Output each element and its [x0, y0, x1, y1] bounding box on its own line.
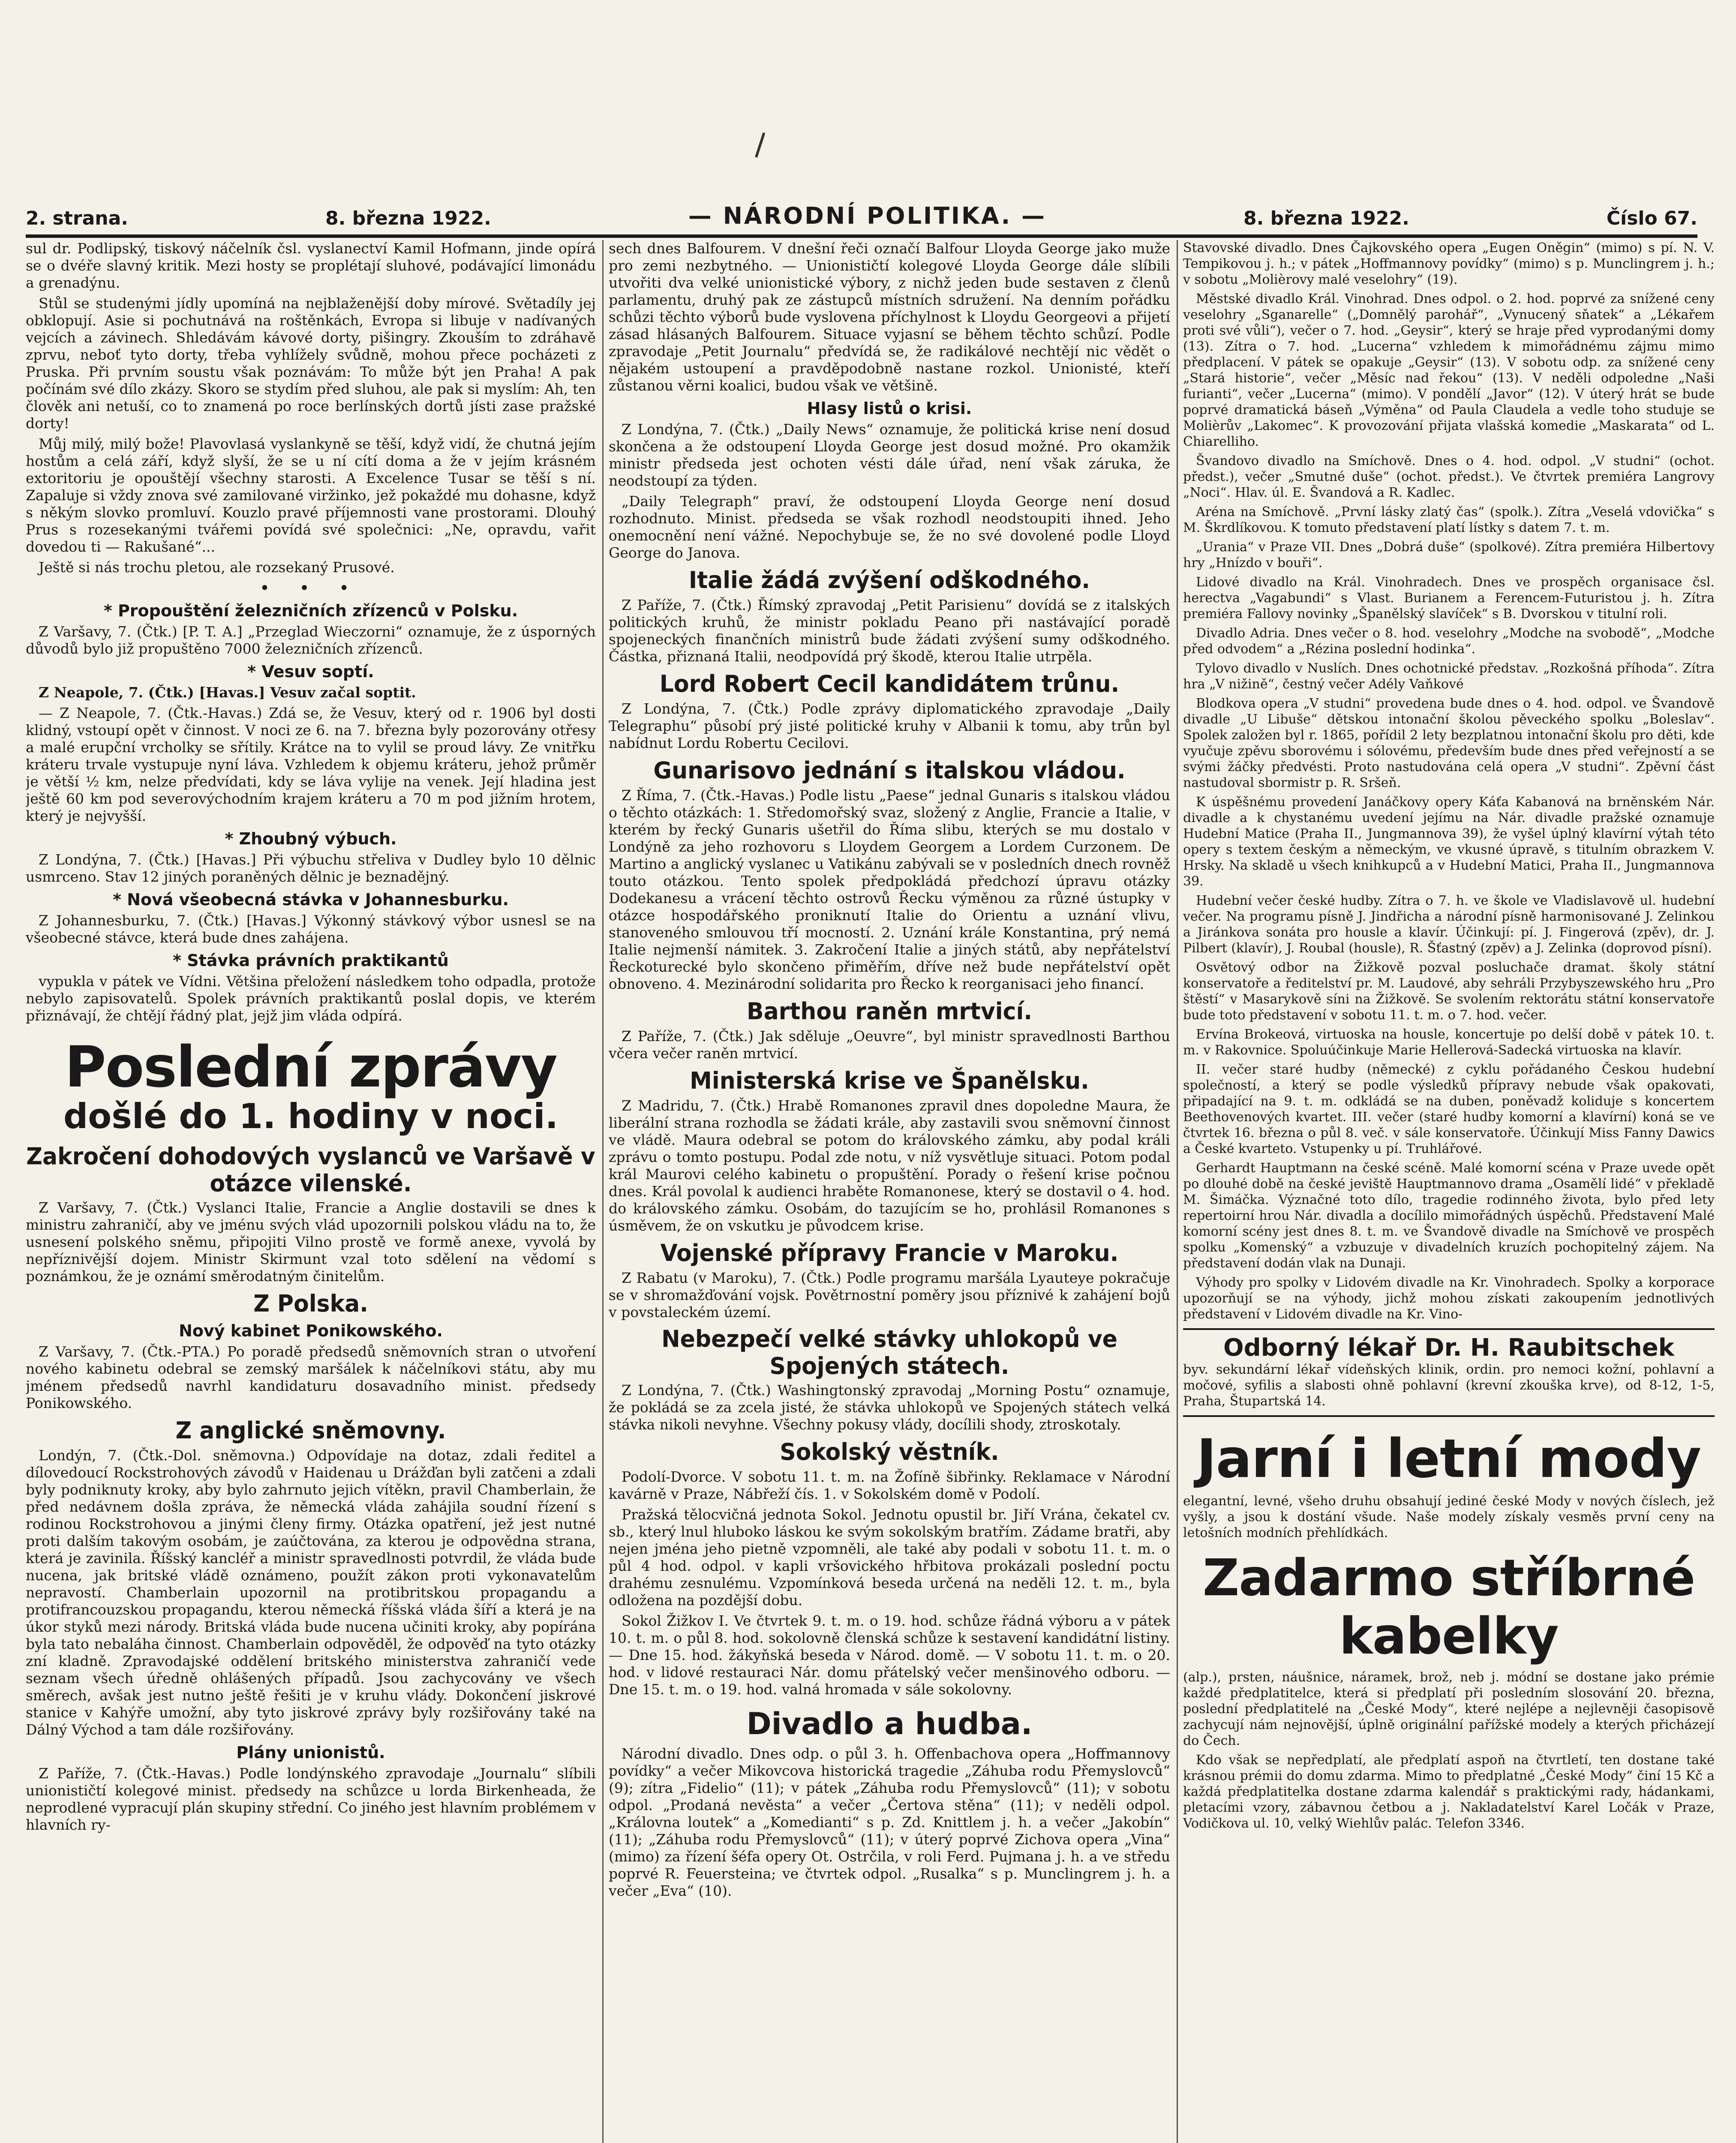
ad-text: Kdo však se nepředplatí, ale předplatí aspoň na čtvrtletí, ten dostane také krásnou prémii do domu zdarma. Mimo to předplatné „České Mody“ činí 15 Kč a každá předplatitelka dostane zdarma kalendář s praktickými rady, hádankami, pletacími vzory, zábavnou četbou a j. Nakladatelství Karel Ločák v Praze, Vodičkova ul. 10, velký Wiehlův palác. Telefon 3346. [1183, 1753, 1715, 1831]
ad-heading: Zadarmo stříbrné kabelky [1202, 1548, 1695, 1666]
news-text: Z Londýna, 7. (Čtk.) Washingtonský zpravodaj „Morning Postu“ oznamuje, že pokládá se za zcela jisté, že stávka uhlokopů ve Spojených státech velká stávka nikoli nevyhne. Všechny pokusy vlády, docílili shody, ztroskotaly. [609, 1382, 1170, 1433]
theatre-text: Lidové divadlo na Král. Vinohradech. Dnes ve prospěch organisace čsl. herectva „Vagabundi“ s Vlast. Burianem a Ferencem-Futuristou j. h. Zítra premiéra Fallovy novinky „Španělský slavíček“ s B. Dvorskou v titulní roli. [1183, 575, 1715, 621]
news-text: Z Varšavy, 7. (Čtk.) [P. T. A.] „Przeglad Wieczorni“ oznamuje, že z úsporných důvodů bylo již propuštěno 7000 železničních zřízenců. [26, 623, 596, 657]
theatre-text: Gerhardt Hauptmann na české scéně. Malé komorní scéna v Praze uvede opět po dlouhé době na české jeviště Hauptmannovo drama „Osamělí lidé“ v překladě M. Šimáčka. Význačné toto dílo, tragedie rodinného života, bylo před lety repertoirní hrou Nár. divadla a docílilo mimořádných úspěchů. Představení Malé komorní scény jest dnes 8. t. m. ve Švandově divadle na Smíchově ve prospěch spolku „Komenský“ a vzbuzuje v divadelních kruzích pochopitelný zájem. Na představení dodán vlak na Dunaji. [1183, 1161, 1715, 1271]
column-rule-1 [602, 240, 604, 2143]
article-text: sul dr. Podlipský, tiskový náčelník čsl. vyslanectví Kamil Hofmann, jinde opírá se o dvéře slavný kritik. Mezi hosty se proplétají sluhové, podávající limonádu a grenadýnu. [26, 240, 596, 291]
theatre-text: Švandovo divadlo na Smíchově. Dnes o 4. hod. odpol. „V studni“ (ochot. předst.), večer „Smutné duše“ (ochot. předst.). Ve čtvrtek premiéra Langrovy „Noci“. Hlav. úl. E. Švandová a R. Kadlec. [1183, 453, 1715, 500]
latest-news-heading: Poslední zprávy [64, 1034, 557, 1100]
section-subheading: Plány unionistů. [236, 1743, 385, 1762]
news-text: Z Londýna, 7. (Čtk.) „Daily News“ oznamuje, že politická krise není dosud skončena a že odstoupení Lloyda George jest dosud možné. Pro okamžik ministr předseda jest ochoten vésti dále úřad, není však záruka, že neodstoupí za týden. [609, 421, 1170, 489]
news-text: Z Londýna, 7. (Čtk.) Podle zprávy diplomatického zpravodaje „Daily Telegraphu“ působí prý jisté politické kruhy v Albanii k tomu, aby trůn byl nabídnut Lordu Robertu Cecilovi. [609, 700, 1170, 751]
date-left: 8. března 1922. [325, 207, 491, 229]
news-text: Z Madridu, 7. (Čtk.) Hrabě Romanones zpravil dnes dopoledne Maura, že liberální strana rozhodla se žádati krále, aby zastavili svou sněmovní činnost ve vládě. Maura odebral se potom do královského zámku, aby podal králi zprávu o tomto postupu. Podal zde notu, v níž vysvětluje situaci. Potom podal král Maurovi celého kabinetu o propuštění. Porady o řešení krise počnou dnes. Král povolal k audienci hraběte Romanonese, který se dostavil o 4. hod. do královského zámku. Osobám, do tazujícím se ho, prohlásil Romanones s úsměvem, že on vskutku je původcem krise. [609, 1097, 1170, 1234]
date-right: 8. března 1922. [1243, 207, 1409, 229]
issue-number: Číslo 67. [1606, 207, 1697, 229]
news-heading: * Propouštění železničních zřízenců v Polsku. [103, 601, 518, 620]
theatre-text: „Urania“ v Praze VII. Dnes „Dobrá duše“ (spolkové). Zítra premiéra Hilbertovy hry „Hnízdo v bouři“. [1183, 540, 1715, 570]
news-text: Z Varšavy, 7. (Čtk.-PTA.) Po poradě předsedů sněmovních stran o utvoření nového kabinetu odebral se zemský maršálek k náčelníkovi státu, aby mu jménem předsedů navrhl kandidaturu dosavadního minist. předsedy Ponikowského. [26, 1343, 596, 1411]
column-2 [609, 240, 1170, 2143]
news-text: Z Paříže, 7. (Čtk.) Jak sděluje „Oeuvre“, byl ministr spravedlnosti Barthou včera večer raněn mrtvicí. [609, 1028, 1170, 1062]
news-text: Z Říma, 7. (Čtk.-Havas.) Podle listu „Paese“ jednal Gunaris s italskou vládou o těchto otázkách: 1. Středomořský svaz, složený z Anglie, Francie a Italie, v kterém by řecký Gunaris ušetřil do Říma slibu, kterých se mu dostalo v Londýně za jeho rozhovoru s Lloydem Georgem a Lordem Curzonem. De Martino a anglický vyslanec u Vatikánu zabývali se v posledních dnech rovněž touto otázkou. Tento spolek předpokládá předchozí úpravu otázky Dodekanesu a vrácení těchto ostrovů Řecku výměnou za různé ústupky v otázce hospodářského proniknutí Italie do Orientu a uznání vlivu, stanoveného smlouvou tří mocností. 2. Uznání krále Konstantina, prý nemá Italie nejmenší námitek. 3. Zakročení Italie a jiných států, aby nepřátelství Řeckoturecké bylo skončeno přiměřím, dříve než bude nepřátelství opět obnoveno. 4. Mezinárodní solidarita pro Řecko k reorganisaci jeho financí. [609, 787, 1170, 992]
section-heading: Sokolský věstník. [780, 1438, 999, 1466]
section-heading: Barthou raněn mrtvicí. [746, 998, 1033, 1025]
news-text: Národní divadlo. Dnes odp. o půl 3. h. Offenbachova opera „Hoffmannovy povídky“ a večer Mikovcova historická tragedie „Záhuba rodu Přemyslovců“ (9); zítra „Fidelio“ (11); v pátek „Záhuba rodu Přemyslovců“ (11); v sobotu odpol. „Prodaná nevěsta“ a večer „Čertova stěna“ (11); v neděli odpol. „Královna loutek“ a „Komedianti“ s p. Zd. Knittlem j. h. a večer „Jakobín“ (11); „Záhuba rodu Přemyslovců“ (11); v úterý poprvé Zichova opera „Vina“ (mimo) za řízení šéfa opery Ot. Ostrčila, v roli Ferd. Pujmana j. h. a ve středu poprvé R. Feuersteina; ve čtvrtek odpol. „Rusalka“ s p. Munclingrem j. h. a večer „Eva“ (10). [609, 1745, 1170, 1899]
news-text: Podolí-Dvorce. V sobotu 11. t. m. na Žofíně šibřinky. Reklamace v Národní kavárně v Praze, Nábřeží čís. 1. v Sokolském domě v Podolí. [609, 1468, 1170, 1502]
news-heading: * Nová všeobecná stávka v Johannesburku. [113, 890, 509, 909]
article-text: Ještě si nás trochu pletou, ale rozsekaný Prusové. [39, 559, 395, 576]
news-text: Z Paříže, 7. (Čtk.) Římský zpravodaj „Petit Parisienu“ dovídá se z italských politických kruhů, že ministr pokladu Peano při nastávající poradě spojeneckých finančních ministrů bude žádati zvýšení sumy odškodného. Částka, přiznaná Italii, neodpovídá prý škodě, kterou Italie utrpěla. [609, 597, 1170, 665]
article-text: Můj milý, milý bože! Plavovlasá vyslankyně se těší, když vidí, že chutná jejím hostům a celá září, když slyší, že se u ní cítí doma a že v jejím krásném extoritoriu je opouštějí všechny starosti. A Excelence Tusar se těší s ní. Zapaluje si vždy znova své zamilované viržinko, jež pokaždé mu dohasne, když s někým slovko promluví. Kouzlo pravé příjemnosti vane prostorami. Dlouhý Prus s rozesekanými tvářemi povídá své společnici: „Ne, opravdu, vařit dovedou ti — Rakušané“... [26, 435, 596, 555]
theatre-text: Divadlo Adria. Dnes večer o 8. hod. veselohry „Modche na svobodě“, „Modche před odvodem“ a „Rézina poslední hodinka“. [1183, 626, 1715, 657]
theatre-text: Městské divadlo Král. Vinohrad. Dnes odpol. o 2. hod. poprvé za snížené ceny veselohry „Sganarelle“ („Domnělý parohář“, „Vynucený sňatek“ a „Lékařem proti své vůli“), večer o 7. hod. „Geysir“, který se hraje před vyprodanými domy (13). Zítra o 7. hod. „Lucerna“ vzhledem k mimořádnému zájmu mimo předplacení. V pátek se opakuje „Geysir“ (13). V sobotu odp. za snížené ceny „Stará historie“, večer „Měsíc nad řekou“ (13). V neděli odpoledne „Naši furianti“, večer „Lucerna“ (mimo). V pondělí „Javor“ (12). V úterý hrát se bude poprvé dramatická báseň „Výměna“ od Paula Claudela a vedle toho studuje se Molièrův „Lakomec“. K provozování přijata vlašská komedie „Maskarata“ od L. Chiarelliho. [1183, 291, 1715, 449]
advertisement-doctor [1183, 1328, 1715, 1409]
section-heading: Gunarisovo jednání s italskou vládou. [653, 757, 1126, 784]
news-text: Z Varšavy, 7. (Čtk.) Vyslanci Italie, Francie a Anglie dostavili se dnes k ministru zahraničí, aby ve jménu svých vlád upozornili polskou vládu na to, že usnesení polského sněmu, připojiti Vilno prostě ve formě anexe, vyvolá by nepříznivější dojem. Ministr Skirmunt vzal toto sdělení na vědomí s poznámkou, že je oznámí směrodatným činitelům. [26, 1199, 596, 1285]
theatre-text: K úspěšnému provedení Janáčkovy opery Káťa Kabanová na brněnském Nár. divadle a k chystanému uvedení jejímu na Nár. divadle pražské oznamuje Hudební Matice (Praha II., Jungmannova 39), že vyšel úplný klavírní výtah této opery s textem českým a německým, ve vkusné úpravě, s titulním obrazkem V. Hrsky. Na skladě u všech knihkupců a v Hudební Matici, Praha II., Jungmannova 39. [1183, 795, 1715, 889]
news-heading: * Vesuv soptí. [247, 662, 374, 681]
section-subheading: Hlasy listů o krisi. [807, 399, 972, 418]
news-text: Z Neapole, 7. (Čtk.) [Havas.] Vesuv začal soptit. [39, 684, 416, 701]
section-heading: Italie žádá zvýšení odškodného. [688, 567, 1090, 594]
news-text: Z Londýna, 7. (Čtk.) [Havas.] Při výbuchu střeliva v Dudley bylo 10 dělnic usmrceno. Stav 12 jiných poraněných dělnic je beznadějný. [26, 851, 596, 885]
theatre-text: Hudební večer české hudby. Zítra o 7. h. ve škole ve Vladislavově ul. hudební večer. Na programu písně J. Jindřicha a národní písně harmonisované J. Zelinkou a Jiránkova sonáta pro housle a klavír. Účinkují: pí. J. Fingerová (zpěv), dr. J. Pilbert (klavír), J. Roubal (housle), R. Šťastný (zpěv) a J. Zelinka (doprovod písní). [1183, 893, 1715, 956]
news-text: „Daily Telegraph“ praví, že odstoupení Lloyda George není dosud rozhodnuto. Minist. předseda se však rozhodl neodstoupiti ihned. Jeho onemocnění není vážné. Nepochybuje se, že no své dovolené podle Lloyd George do Janova. [609, 493, 1170, 561]
separator-dots: • • • [260, 579, 362, 596]
theatre-text: II. večer staré hudby (německé) z cyklu pořádaného Českou hudební společností, a který se podle výsledků přípravy nebude však opakovati, připadající na 9. t. m. odkládá se na duben, poněvadž koliduje s koncertem Beethovenových kvartet. III. večer (staré hudby komorní a klavírní) koná se ve čtvrtek 16. března o půl 8. več. v sále konservatoře. Účinkují Miss Fanny Dawics a České kvarteto. Vstupenky u pí. Truhlářové. [1183, 1062, 1715, 1156]
news-text: Z Paříže, 7. (Čtk.-Havas.) Podle londýnského zpravodaje „Journalu“ slíbili unionističtí kolegové minist. předsedy na schůzce u lorda Birkenheada, že neprodlené vypracují plán skupiny střední. Co jiného jest hlavním problémem v hlavních ry- [26, 1765, 596, 1833]
column-3 [1183, 240, 1715, 2143]
advertisement-fashion [1183, 1415, 1715, 1831]
news-text: vypukla v pátek ve Vídni. Většina přeložení následkem toho odpadla, protože nebylo zapisovatelů. Spolek právních praktikantů poslal dopis, ve kterém přiznávají, že chtějí řádný plat, jejž jim vláda odpírá. [26, 973, 596, 1024]
ad-text: elegantní, levné, všeho druhu obsahují jediné české Mody v nových číslech, jež vyšly, a jsou k dostání všude. Naše modely získaly vesměs první ceny na letošních modních přehlídkách. [1183, 1494, 1715, 1540]
page-header [26, 186, 1697, 238]
theatre-text: Ervína Brokeová, virtuoska na housle, koncertuje po delší době v pátek 10. t. m. v Rakovnice. Spoluúčinkuje Marie Hellerová-Sadecká virtuoska na klavír. [1183, 1027, 1715, 1058]
theatre-text: Osvětový odbor na Žižkově pozval posluchače dramat. školy státní konservatoře a ředitelství pr. M. Laudové, aby sehráli Przybyszewského hru „Pro štěstí“ v Masarykově síni na Žižkově. Se svolením rektorátu státní konservatoře bude toto představení v sobotu 11. t. m. o 7. hod. večer. [1183, 960, 1715, 1023]
section-heading: Ministerská krise ve Španělsku. [690, 1067, 1089, 1095]
section-heading: Nebezpečí velké stávky uhlokopů ve Spojených státech. [661, 1326, 1117, 1380]
theatre-text: Aréna na Smíchově. „První lásky zlatý čas“ (spolk.). Zítra „Veselá vdovička“ s M. Škrdlíkovou. K tomuto představení platí lístky s datem 7. t. m. [1183, 504, 1715, 535]
section-heading: Zakročení dohodových vyslanců ve Varšavě v otázce vilenské. [26, 1143, 595, 1197]
news-heading: * Stávka právních praktikantů [173, 951, 449, 970]
theatre-text: Stavovské divadlo. Dnes Čajkovského opera „Eugen Oněgin“ (mimo) s pí. N. V. Tempikovou j. h.; v pátek „Hoffmannovy povídky“ (mimo) s p. Munclingrem j. h.; v sobotu „Molièrovy malé veselohry“ (19). [1183, 240, 1715, 287]
theatre-text: Tylovo divadlo v Nuslích. Dnes ochotnické představ. „Rozkošná příhoda“. Zítra hra „V nižině“, čestný večer Adély Vaňkové [1183, 661, 1715, 692]
section-heading: Z Polska. [253, 1290, 368, 1318]
news-text: Z Rabatu (v Maroku), 7. (Čtk.) Podle programu maršála Lyauteye pokračuje se v shromažďování vojsk. Povětrnostní poměry jsou příznivé k zahájení bojů v povstaleckém území. [609, 1270, 1170, 1321]
article-text: sech dnes Balfourem. V dnešní řeči označí Balfour Lloyda George jako muže pro zemi nezbytného. — Unionističtí kolegové Lloyda George dále slíbili utvořiti dva velké unionistické výbory, z nichž jeden bude sestaven z členů parlamentu, druhý pak ze zástupců místních sdružení. Na denním pořádku schůzi těchto výborů bude vyslovena příchylnost k Lloydu Georgeovi a přijetí zásad hlásaných Balfourem. Situace vyjasní se během těchto schůzí. Podle zpravodaje „Petit Journalu“ předvídá se, že radikálové nechtějí nic vědět o nějakém ustoupení a pravděpodobně nastane rozkol. Unionisté, kteří zůstanou věrni koalici, budou však ve většině. [609, 240, 1170, 394]
section-heading: Vojenské přípravy Francie v Maroku. [660, 1240, 1119, 1267]
news-text: Londýn, 7. (Čtk.-Dol. sněmovna.) Odpovídaje na dotaz, zdali ředitel a dílovedoucí Rockstrohových závodů v Haidenau u Drážďan byli zatčeni a zdali byly podniknuty kroky, aby bylo zahrnuto jejich vítěkn, pravil Chamberlain, že před nedávnem došla zpráva, že německá vláda zahájila soudní řízení s rodinou Rockstrohovou a jinými členy firmy. Otázka opatření, jež jest nutné proti dalším takovým osobám, je zaúčtována, za kterou je odpovědna strana, která je zavinila. Říšský kancléř a ministr spravedlnosti potvrdil, že vláda bude nucena, jak britské vládě oznámeno, použít zákon proti vykonavatelům nepravostí. Chamberlain upozornil na protibritskou propagandu a protifrancouzskou propagandu, kterou německá říšská vláda šíří a která je na úkor styků mezi národy. Britská vláda bude nucena učiniti kroky, aby popírána byla tato nebaláha činnost. Chamberlain odpověděl, že odpověď na tyto otázky zní kladně. Zpravodajské oddělení britského ministerstva zahraničí vede seznam všech úředně ohlášených případů. Jsou zachycovány ve všech směrech, avšak jest nutno ještě řešiti je v kruhu vlády. Dokončení jiskrové stanice v Kahýře umožní, aby tyto jiskrové zprávy byly rozšiřovány také na Dálný Východ a tam dále rozšiřovány. [26, 1447, 596, 1738]
theatre-text: Blodkova opera „V studni“ provedena bude dnes o 4. hod. odpol. ve Švandově divadle „U Libuše“ dětskou intonační školou pěveckého spolku „Boleslav“. Spolek založen byl r. 1865, pořídil 2 lety bezplatnou intonační školu pro děti, kde vyučuje zpěvu sborovému i sólovému, především bude dnes před veřejností a se svými žáčky předvésti. Proto nastudována celá opera „V studni“. Zpěvní část nastudoval sbormistr p. R. Sršeň. [1183, 696, 1715, 790]
ad-heading: Jarní i letní mody [1196, 1428, 1701, 1490]
ad-text: byv. sekundární lékař vídeňských klinik, ordin. pro nemoci kožní, pohlavní a močové, syfilis a slabosti ohně pohlavní (krevní zkouška krve), od 8-12, 1-5, Praha, Štupartská 14. [1183, 1362, 1715, 1409]
news-heading: * Zhoubný výbuch. [225, 829, 397, 848]
news-text: — Z Neapole, 7. (Čtk.-Havas.) Zdá se, že Vesuv, který od r. 1906 byl dosti klidný, vstoupí opět v činnost. V noci ze 6. na 7. března byly pozorovány otřesy a malé erupční vrcholky se sřítily. Krátce na to vylil se proud lávy. Ze vnitřku kráteru trvale vystupuje nyní láva. Vzhledem k objemu kráteru, jehož průměr je větší ½ km, nelze předvídati, kdy se láva vylije na venek. Její hladina jest ještě 60 km pod severovýchodním krajem kráteru a 70 m pod jižním hrotem, který je nejvyšší. [26, 705, 596, 824]
page-number: 2. strana. [26, 207, 128, 229]
section-heading-theatre: Divadlo a hudba. [746, 1706, 1033, 1741]
ad-text: (alp.), prsten, náušnice, náramek, brož, neb j. módní se dostane jako prémie každé předplatitelce, která si předplatí při posledním slosování 20. března, poslední předplatitelé na „České Mody“, které nejlépe a nejlevněji časopisově zachycují nám nejnovější, úplně originální pařížské modely a kterých přicházejí do Čech. [1183, 1670, 1715, 1748]
column-1 [26, 240, 596, 2143]
masthead: — NÁRODNÍ POLITIKA. — [688, 202, 1046, 229]
column-rule-2 [1177, 240, 1178, 2143]
news-text: Sokol Žižkov I. Ve čtvrtek 9. t. m. o 19. hod. schůze řádná výboru a v pátek 10. t. m. o půl 8. hod. sokolovně členská schůze k sestavení kandidátní listiny. — Dne 15. hod. žákyňská beseda v Národ. domě. — V sobotu 11. t. m. o 20. hod. v lidové restauraci Nár. domu přátelský večer menšinového odboru. — Dne 15. t. m. o 19. hod. valná hromada v sále sokolovny. [609, 1612, 1170, 1698]
news-text: Z Johannesburku, 7. (Čtk.) [Havas.] Výkonný stávkový výbor usnesl se na všeobecné stávce, která bude dnes zahájena. [26, 912, 596, 946]
latest-news-subheading: došlé do 1. hodiny v noci. [63, 1096, 559, 1136]
news-text: Pražská tělocvičná jednota Sokol. Jednotu opustil br. Jiří Vrána, čekatel cv. sb., který lnul hluboko láskou ke svým sokolským bratřím. Zádame bratři, aby nejen jména jeho pietně vzpomněli, ale také aby podali v sobotu 11. t. m. o půl 4 hod. odpol. v kapli vršovického hřbitova prokázali poslední poctu drahému zesnulému. Vzpomínková beseda určená na neděli 12. t. m., byla odložena na pozdější dobu. [609, 1506, 1170, 1609]
section-subheading: Nový kabinet Ponikowského. [179, 1321, 443, 1340]
section-heading: Lord Robert Cecil kandidátem trůnu. [659, 670, 1120, 698]
section-heading: Z anglické sněmovny. [175, 1417, 446, 1444]
article-text: Stůl se studenými jídly upomíná na nejblaženější doby mírové. Světadíly jej obklopují. Asie si pochutnává na roštěnkách, Evropa si libuje v nadívaných vejcích a závinech. Shledávám kávové dorty, pišingry. Zkouším to zdráhavě zprvu, neboť tyto dorty, třeba vyhlížely svůdně, mohou přece pocházeti z Pruska. Při prvním soustu však poznávám: To může být jen Praha! A pak počínám své dílo zkázy. Skoro se stydím před sluhou, ale pak si myslím: Ah, ten člověk ani netuší, co to znamená po roce berlínských dortů jísti zase pražské dorty! [26, 295, 596, 432]
theatre-text: Výhody pro spolky v Lidovém divadle na Kr. Vinohradech. Spolky a korporace upozorňují se na výhody, jichž mohou získati zakoupením jednotlivých představení v Lidovém divadle na Kr. Vino- [1183, 1275, 1715, 1322]
ad-heading: Odborný lékař Dr. H. Raubitschek [1223, 1334, 1675, 1362]
stray-pen-mark [755, 132, 769, 159]
